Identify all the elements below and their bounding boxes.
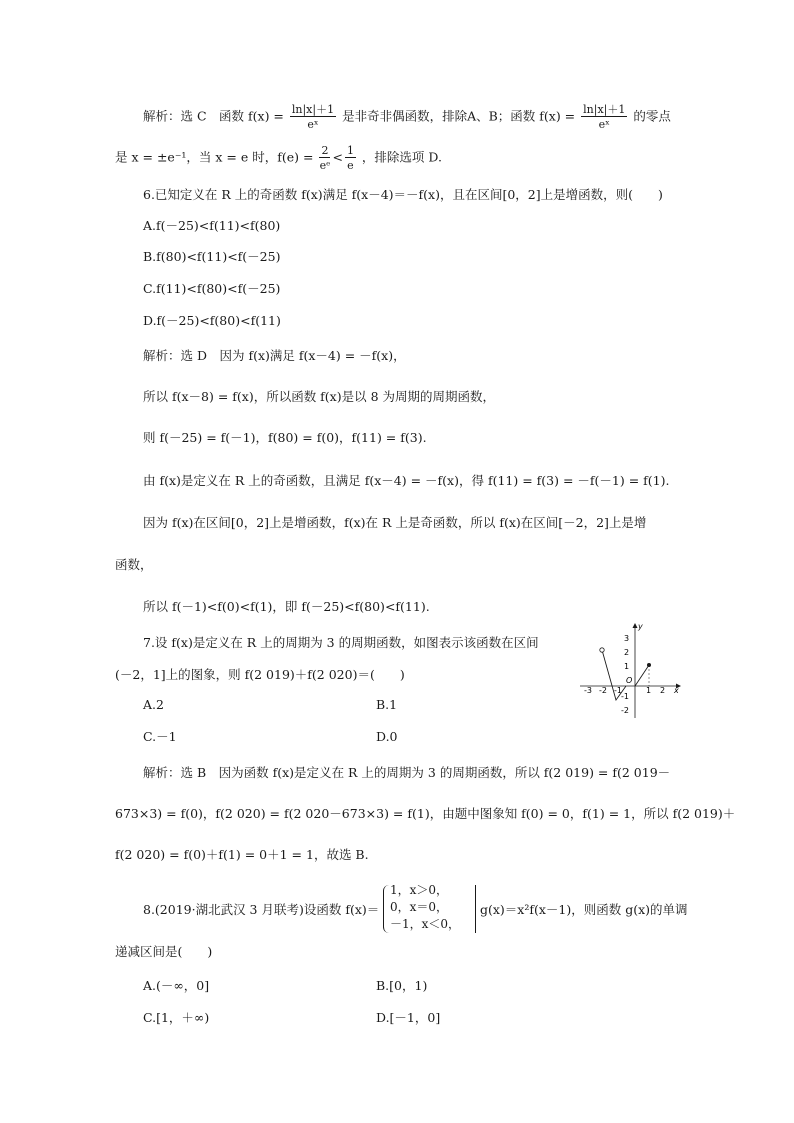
- q8-option-c: C.[1，＋∞): [143, 1010, 210, 1025]
- q6-solution-line2: 所以 f(x－8) = f(x)，所以函数 f(x)是以 8 为周期的周期函数，: [143, 389, 496, 404]
- x-tick-2: 2: [660, 686, 666, 695]
- y-tick-2: 2: [624, 648, 630, 657]
- solution-5-text-b: 是非奇非偶函数，排除A、B；函数 f(x) =: [342, 108, 576, 124]
- x-axis-label: x: [674, 686, 679, 695]
- q6-solution-line5: 因为 f(x)在区间[0，2]上是增函数，f(x)在 R 上是奇函数，所以 f(x)在区间[－2，2]上是增: [143, 515, 647, 530]
- solution-5-line2: 是 x = ±e⁻¹，当 x = e 时，f(e) = $\frac{2}{\text{eᵉ}}$ < $\frac{1}{e}$ ，排除选项 D.: [115, 144, 442, 172]
- q6-solution-line1: 解析：选 D 因为 f(x)满足 f(x－4) = －f(x)，: [143, 348, 406, 363]
- q6-solution-line3: 则 f(－25) = f(－1)，f(80) = f(0)，f(11) = f(3).: [143, 430, 427, 445]
- q8-option-d: D.[－1，0]: [376, 1010, 441, 1025]
- q6-option-b: B.f(80)<f(11)<f(－25): [143, 249, 281, 264]
- y-axis-arrow: [633, 623, 638, 628]
- question-7-stem-line1: 7.设 f(x)是定义在 R 上的周期为 3 的周期函数，如图表示该函数在区间: [143, 635, 539, 650]
- fraction-3: $\frac{2}{\text{eᵉ}}$: [319, 144, 331, 172]
- question-8-stem-a: 8.(2019·湖北武汉 3 月联考)设函数 f(x)＝: [143, 902, 380, 917]
- origin-label: O: [626, 676, 633, 685]
- q6-option-a: A.f(－25)<f(11)<f(80): [143, 218, 281, 233]
- q8-option-a: A.(－∞，0]: [143, 978, 210, 993]
- q6-solution-line6: 函数，: [115, 557, 153, 572]
- fraction-4: $\frac{1}{e}$: [346, 144, 354, 172]
- question-8-stem-b: g(x)＝x²f(x－1)，则函数 g(x)的单调: [480, 902, 688, 917]
- solution-5-line1: [143, 104, 671, 130]
- y-axis-label: y: [638, 622, 643, 631]
- question-8-stem-c: 递减区间是( ): [115, 944, 213, 959]
- x-tick-neg3: -3: [584, 686, 592, 695]
- piecewise-case-1: 1，x＞0，: [390, 883, 449, 897]
- q7-solution-line3: f(2 020) = f(0)＋f(1) = 0＋1 = 1，故选 B.: [115, 847, 369, 862]
- piecewise-case-3: －1，x＜0，: [390, 917, 461, 931]
- graph-segment-right: [635, 665, 649, 686]
- piecewise-case-2: 0，x＝0，: [390, 900, 449, 914]
- y-tick-3: 3: [624, 634, 630, 643]
- function-graph: [578, 620, 688, 720]
- x-tick-neg1: -1: [614, 686, 622, 695]
- solution-5-text-a: 解析：选 C 函数 f(x) =: [143, 108, 284, 124]
- question-7-stem-line2: (－2，1]上的图象，则 f(2 019)＋f(2 020)＝( ): [115, 667, 405, 682]
- q7-option-a: A.2: [143, 697, 164, 712]
- q7-option-c: C.－1: [143, 729, 177, 744]
- y-tick-neg2: -2: [621, 706, 629, 715]
- fraction-1: $\frac{\ln|x|+1}{\text{eˣ}}$: [291, 103, 335, 131]
- x-tick-neg2: -2: [599, 686, 607, 695]
- x-tick-1: 1: [646, 686, 652, 695]
- piecewise-brace-right: [469, 885, 476, 933]
- q7-solution-line1: 解析：选 B 因为函数 f(x)是定义在 R 上的周期为 3 的周期函数，所以 f(2 019) = f(2 019－: [143, 765, 671, 780]
- q6-option-d: D.f(－25)<f(80)<f(11): [143, 313, 281, 328]
- y-tick-neg1: -1: [621, 692, 629, 701]
- y-tick-1: 1: [624, 662, 630, 671]
- q6-solution-line4: 由 f(x)是定义在 R 上的奇函数，且满足 f(x－4) = －f(x)，得 f(11) = f(3) = －f(－1) = f(1).: [143, 473, 670, 488]
- q8-option-b: B.[0，1): [376, 978, 428, 993]
- q7-option-b: B.1: [376, 697, 398, 712]
- fraction-2: $\frac{\ln|x|+1}{\text{eˣ}}$: [583, 103, 626, 131]
- solution-5-text-c: 的零点: [633, 108, 671, 124]
- q6-option-c: C.f(11)<f(80)<f(－25): [143, 281, 281, 296]
- open-endpoint: [600, 648, 604, 652]
- q7-solution-line2: 673×3) = f(0)，f(2 020) = f(2 020－673×3) = f(1)，由题中图象知 f(0) = 0，f(1) = 1，所以 f(2 019)＋: [115, 806, 736, 821]
- q6-solution-line7: 所以 f(－1)<f(0)<f(1)，即 f(－25)<f(80)<f(11).: [143, 599, 430, 614]
- q7-option-d: D.0: [376, 729, 398, 744]
- question-6-stem: 6.已知定义在 R 上的奇函数 f(x)满足 f(x－4)＝－f(x)，且在区间[0，2]上是增函数，则( ): [143, 187, 663, 202]
